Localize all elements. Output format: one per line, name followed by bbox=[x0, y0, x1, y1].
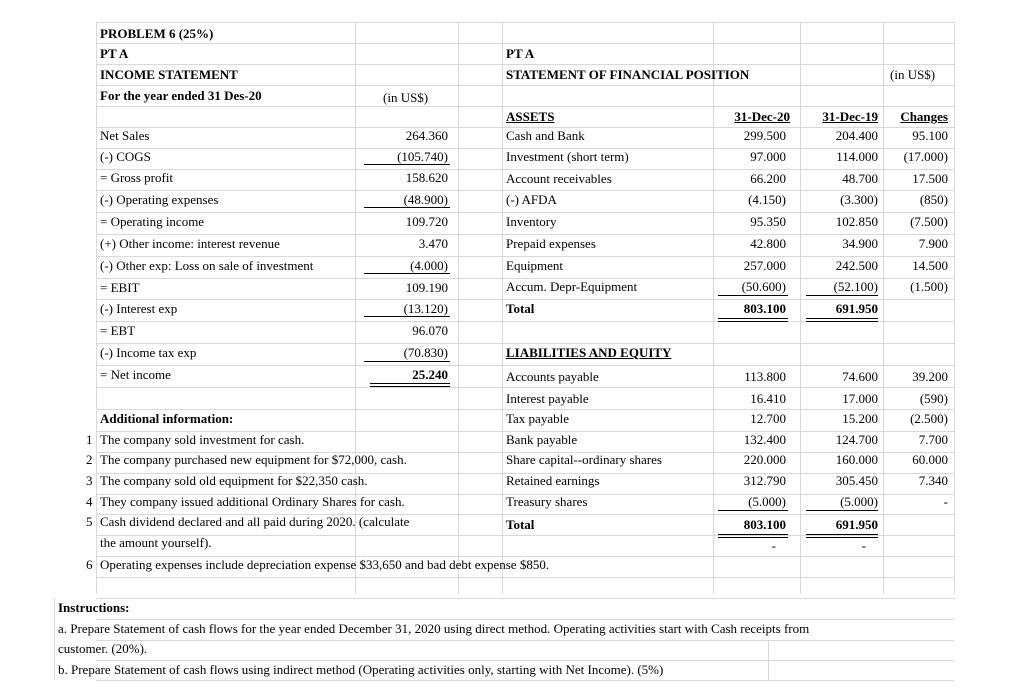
liability-value-2020: (5.000) bbox=[748, 494, 786, 509]
asset-value-2019: 204.400 bbox=[835, 128, 878, 143]
grid-row-line bbox=[96, 387, 954, 388]
grid-row-line bbox=[96, 212, 954, 213]
liability-value-2020: 132.400 bbox=[743, 432, 786, 447]
income-label: (-) Other exp: Loss on sale of investment bbox=[100, 258, 314, 273]
asset-value-2020: 97.000 bbox=[750, 149, 786, 164]
grid-row-line bbox=[96, 169, 954, 170]
liability-label: Retained earnings bbox=[506, 473, 600, 488]
asset-value-2020: (4.150) bbox=[748, 192, 786, 207]
problem-title: PROBLEM 6 (25%) bbox=[100, 26, 214, 41]
income-label: (-) Income tax exp bbox=[100, 345, 197, 360]
asset-label: Inventory bbox=[506, 214, 557, 229]
income-value: (48.900) bbox=[403, 192, 448, 207]
income-value: 109.190 bbox=[405, 280, 448, 295]
liability-value-2019: 305.450 bbox=[835, 473, 878, 488]
additional-item-text: They company issued additional Ordinary Shares for cash. bbox=[100, 494, 405, 509]
liab-total-rule bbox=[806, 534, 878, 535]
grid-col-line bbox=[54, 598, 55, 680]
liability-label: Interest payable bbox=[506, 391, 589, 406]
additional-title: Additional information: bbox=[100, 411, 234, 426]
income-value: 264.360 bbox=[405, 128, 448, 143]
liability-change: (2.500) bbox=[910, 411, 948, 426]
income-label: = EBIT bbox=[100, 280, 140, 295]
asset-change: (1.500) bbox=[910, 279, 948, 294]
income-rule bbox=[364, 207, 450, 208]
asset-value-2020: 42.800 bbox=[750, 236, 786, 251]
additional-item-number: 1 bbox=[86, 432, 93, 447]
additional-item-text: Cash dividend declared and all paid during 2020. (calculate bbox=[100, 514, 410, 529]
income-value: 25.240 bbox=[412, 367, 448, 382]
liability-label: Share capital--ordinary shares bbox=[506, 452, 662, 467]
grid-row-line bbox=[96, 343, 954, 344]
asset-change: 7.900 bbox=[918, 236, 948, 251]
net-income-rule bbox=[370, 383, 450, 384]
liability-change: 60.000 bbox=[912, 452, 948, 467]
additional-item-text: The company sold old equipment for $22,350 cash. bbox=[100, 473, 368, 488]
asset-label: Prepaid expenses bbox=[506, 236, 596, 251]
asset-rule bbox=[806, 295, 878, 296]
liability-value-2019: 15.200 bbox=[842, 411, 878, 426]
asset-value-2020: (50.600) bbox=[741, 279, 786, 294]
sfp-unit: (in US$) bbox=[890, 67, 936, 82]
income-rule bbox=[364, 361, 450, 362]
asset-label: Accum. Depr-Equipment bbox=[506, 279, 638, 294]
check-dash-2019: - bbox=[861, 538, 866, 553]
net-income-double-rule bbox=[370, 386, 450, 387]
income-value: 109.720 bbox=[405, 214, 448, 229]
liability-change: 7.340 bbox=[918, 473, 948, 488]
assets-total-rule bbox=[718, 318, 788, 319]
income-label: = Operating income bbox=[100, 214, 205, 229]
liability-label: Bank payable bbox=[506, 432, 578, 447]
liability-label: Treasury shares bbox=[506, 494, 588, 509]
asset-value-2019: 34.900 bbox=[842, 236, 878, 251]
liability-value-2019: (5.000) bbox=[840, 494, 878, 509]
grid-row-line bbox=[96, 22, 954, 23]
grid-row-line bbox=[96, 234, 954, 235]
income-value: (70.830) bbox=[403, 345, 448, 360]
grid-row-line bbox=[96, 106, 954, 107]
liability-value-2020: 312.790 bbox=[743, 473, 786, 488]
grid-col-line bbox=[458, 22, 459, 594]
income-label: (-) Operating expenses bbox=[100, 192, 219, 207]
instruction-a-line2: customer. (20%). bbox=[58, 641, 148, 656]
grid-col-line bbox=[954, 22, 955, 594]
asset-change: (17.000) bbox=[903, 149, 948, 164]
income-value: 3.470 bbox=[418, 236, 448, 251]
income-statement-period: For the year ended 31 Des-20 bbox=[100, 88, 262, 103]
liabilities-header: LIABILITIES AND EQUITY bbox=[506, 345, 672, 360]
asset-label: Cash and Bank bbox=[506, 128, 585, 143]
liability-label: Accounts payable bbox=[506, 369, 599, 384]
additional-item-text: the amount yourself). bbox=[100, 535, 212, 550]
assets-total-2019: 691.950 bbox=[835, 301, 878, 316]
income-value: 158.620 bbox=[405, 170, 448, 185]
asset-value-2019: (52.100) bbox=[833, 279, 878, 294]
asset-value-2019: (3.300) bbox=[840, 192, 878, 207]
liability-value-2019: 124.700 bbox=[835, 432, 878, 447]
income-label: = Gross profit bbox=[100, 170, 174, 185]
grid-row-line bbox=[96, 256, 954, 257]
asset-value-2019: 114.000 bbox=[836, 149, 878, 164]
additional-item-number: 4 bbox=[86, 494, 93, 509]
asset-label: Investment (short term) bbox=[506, 149, 629, 164]
grid-row-line bbox=[96, 680, 954, 681]
asset-value-2019: 102.850 bbox=[835, 214, 878, 229]
check-dash-2020: - bbox=[771, 538, 776, 553]
grid-row-line bbox=[96, 190, 954, 191]
income-label: (-) Interest exp bbox=[100, 301, 178, 316]
liab-total-label: Total bbox=[506, 517, 535, 532]
additional-item-number: 6 bbox=[86, 557, 93, 572]
grid-row-line bbox=[96, 535, 954, 536]
liab-total-rule bbox=[718, 534, 788, 535]
asset-label: Account receivables bbox=[506, 171, 612, 186]
grid-row-line bbox=[96, 660, 954, 661]
asset-change: (7.500) bbox=[910, 214, 948, 229]
company-name-left: PT A bbox=[100, 46, 129, 61]
income-rule bbox=[364, 164, 450, 165]
income-value: (105.740) bbox=[397, 149, 448, 164]
liability-change: 7.700 bbox=[918, 432, 948, 447]
additional-item-number: 3 bbox=[86, 473, 93, 488]
asset-value-2020: 66.200 bbox=[750, 171, 786, 186]
col-31-dec-20: 31-Dec-20 bbox=[734, 109, 790, 124]
assets-header: ASSETS bbox=[506, 109, 555, 124]
grid-row-line bbox=[96, 43, 954, 44]
instruction-b: b. Prepare Statement of cash flows using indirect method (Operating activities only, starting with Net Income). (5%) bbox=[58, 662, 664, 677]
liability-change: - bbox=[943, 494, 948, 509]
liability-value-2020: 12.700 bbox=[750, 411, 786, 426]
company-name-right: PT A bbox=[506, 46, 535, 61]
asset-rule bbox=[718, 295, 788, 296]
col-changes: Changes bbox=[900, 109, 948, 124]
assets-total-rule bbox=[806, 318, 878, 319]
grid-row-line bbox=[96, 365, 954, 366]
income-label: (-) COGS bbox=[100, 149, 151, 164]
assets-total-label: Total bbox=[506, 301, 535, 316]
asset-change: (850) bbox=[919, 192, 948, 207]
liability-value-2019: 160.000 bbox=[835, 452, 878, 467]
liability-value-2019: 74.600 bbox=[842, 369, 878, 384]
sfp-title: STATEMENT OF FINANCIAL POSITION bbox=[506, 67, 750, 82]
asset-value-2019: 48.700 bbox=[842, 171, 878, 186]
asset-change: 17.500 bbox=[912, 171, 948, 186]
additional-item-text: Operating expenses include depreciation expense $33,650 and bad debt expense $850. bbox=[100, 557, 550, 572]
liability-rule bbox=[718, 510, 788, 511]
additional-item-text: The company sold investment for cash. bbox=[100, 432, 305, 447]
income-rule bbox=[364, 273, 450, 274]
grid-col-line bbox=[502, 22, 503, 594]
liab-total-2020: 803.100 bbox=[743, 517, 786, 532]
income-rule bbox=[364, 316, 450, 317]
liability-change: 39.200 bbox=[912, 369, 948, 384]
instructions-title: Instructions: bbox=[58, 600, 130, 615]
additional-item-number: 2 bbox=[86, 452, 93, 467]
income-value: (4.000) bbox=[410, 258, 448, 273]
income-label: (+) Other income: interest revenue bbox=[100, 236, 280, 251]
grid-row-line bbox=[96, 409, 954, 410]
income-label: = Net income bbox=[100, 367, 171, 382]
liability-value-2020: 16.410 bbox=[750, 391, 786, 406]
asset-change: 14.500 bbox=[912, 258, 948, 273]
grid-col-line bbox=[96, 22, 97, 594]
asset-change: 95.100 bbox=[912, 128, 948, 143]
liab-total-2019: 691.950 bbox=[835, 517, 878, 532]
additional-item-text: The company purchased new equipment for $72,000, cash. bbox=[100, 452, 407, 467]
liability-rule bbox=[806, 510, 878, 511]
assets-total-rule bbox=[806, 321, 878, 322]
assets-total-rule bbox=[718, 321, 788, 322]
liability-value-2020: 220.000 bbox=[743, 452, 786, 467]
grid-col-line bbox=[768, 640, 769, 680]
liability-value-2019: 17.000 bbox=[842, 391, 878, 406]
asset-value-2020: 299.500 bbox=[743, 128, 786, 143]
grid-row-line bbox=[96, 299, 954, 300]
income-statement-title: INCOME STATEMENT bbox=[100, 67, 238, 82]
asset-label: (-) AFDA bbox=[506, 192, 557, 207]
income-label: Net Sales bbox=[100, 128, 150, 143]
assets-total-2020: 803.100 bbox=[743, 301, 786, 316]
grid-row-line bbox=[96, 577, 954, 578]
income-label: = EBT bbox=[100, 323, 136, 338]
income-value: 96.070 bbox=[412, 323, 448, 338]
asset-label: Equipment bbox=[506, 258, 564, 273]
grid-row-line bbox=[96, 640, 954, 641]
grid-row-line bbox=[96, 598, 954, 599]
grid-row-line bbox=[96, 85, 954, 86]
grid-row-line bbox=[96, 64, 954, 65]
income-value: (13.120) bbox=[403, 301, 448, 316]
grid-row-line bbox=[96, 619, 954, 620]
asset-value-2020: 257.000 bbox=[743, 258, 786, 273]
liability-value-2020: 113.800 bbox=[744, 369, 786, 384]
liability-label: Tax payable bbox=[506, 411, 569, 426]
liability-change: (590) bbox=[919, 391, 948, 406]
instruction-a-line1: a. Prepare Statement of cash flows for the year ended December 31, 2020 using direct method. Operating activities start with Cash receipts from bbox=[58, 621, 810, 636]
additional-item-number: 5 bbox=[86, 514, 93, 529]
income-unit: (in US$) bbox=[383, 90, 429, 105]
asset-value-2020: 95.350 bbox=[750, 214, 786, 229]
col-31-dec-19: 31-Dec-19 bbox=[822, 109, 878, 124]
asset-value-2019: 242.500 bbox=[835, 258, 878, 273]
